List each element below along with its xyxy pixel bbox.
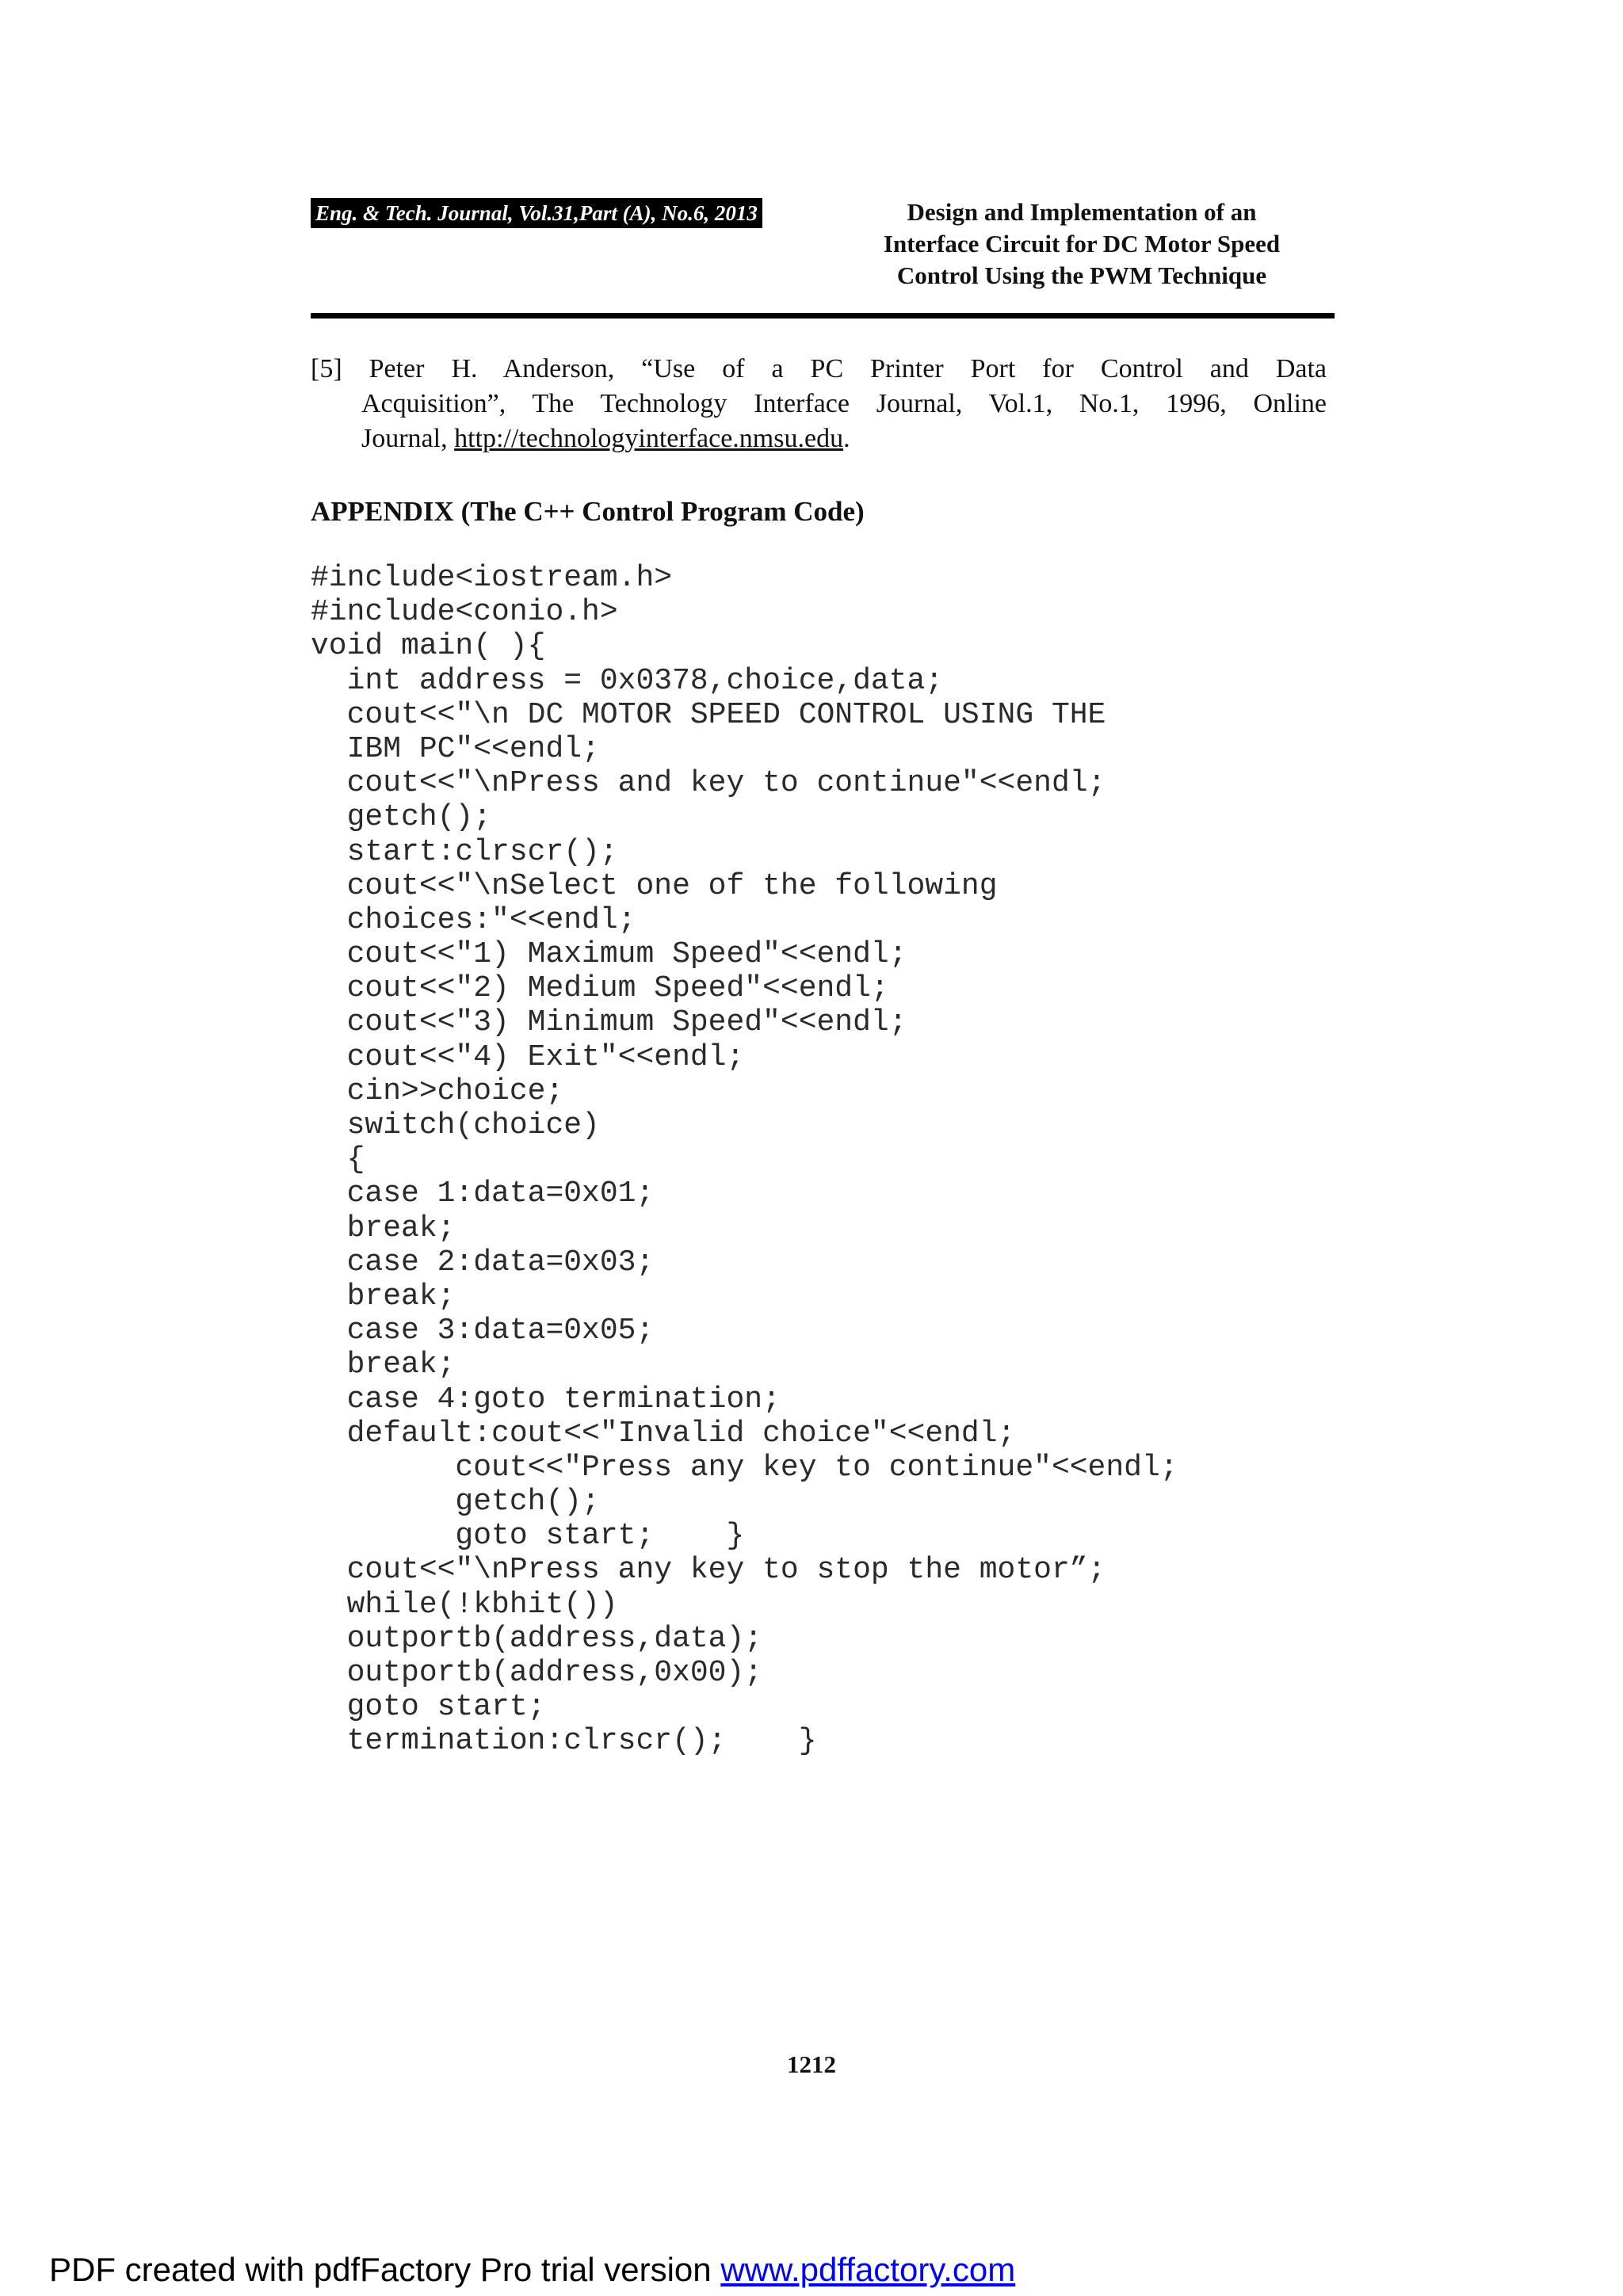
code-line: #include<conio.h>	[311, 595, 618, 630]
paper-title	[848, 196, 1316, 292]
code-line: cin>>choice;	[311, 1074, 564, 1108]
code-line: goto start; }	[311, 1519, 745, 1554]
code-line: cout<<"\n DC MOTOR SPEED CONTROL USING THE	[311, 697, 1106, 732]
appendix-heading: APPENDIX (The C++ Control Program Code)	[311, 496, 865, 527]
code-line: int address = 0x0378,choice,data;	[311, 663, 944, 698]
code-line: while(!kbhit())	[311, 1587, 618, 1622]
code-line: cout<<"Press any key to continue"<<endl;	[311, 1450, 1178, 1485]
reference-link[interactable]: http://technologyinterface.nmsu.edu	[454, 424, 844, 453]
code-line: case 3:data=0x05;	[311, 1314, 655, 1348]
code-line: goto start;	[311, 1690, 546, 1725]
page-number: 1212	[787, 2050, 836, 2078]
code-line: cout<<"4) Exit"<<endl;	[311, 1039, 745, 1074]
code-line: cout<<"3) Minimum Speed"<<endl;	[311, 1005, 907, 1040]
reference-text: .	[843, 424, 850, 453]
code-line: getch();	[311, 1485, 600, 1520]
paper-title-line: Control Using the PWM Technique	[896, 261, 1267, 289]
reference-line: [5] Peter H. Anderson, “Use of a PC Printer Port for Control and Data	[311, 354, 1327, 383]
code-line: break;	[311, 1348, 456, 1383]
code-line: #include<iostream.h>	[311, 561, 673, 595]
code-line: cout<<"\nPress and key to continue"<<endl;	[311, 766, 1106, 801]
code-line: outportb(address,0x00);	[311, 1656, 763, 1690]
pdf-footer	[49, 2250, 1015, 2290]
footer-link[interactable]: www.pdffactory.com	[720, 2251, 1016, 2288]
code-line: switch(choice)	[311, 1108, 600, 1142]
code-line: void main( ){	[311, 629, 546, 664]
code-line: break;	[311, 1279, 456, 1314]
journal-citation: Eng. & Tech. Journal, Vol.31,Part (A), No.6, 2013	[311, 198, 762, 228]
code-line: cout<<"\nPress any key to stop the motor”;	[311, 1553, 1106, 1588]
code-line: start:clrscr();	[311, 834, 618, 869]
code-line: case 2:data=0x03;	[311, 1245, 655, 1280]
code-line: getch();	[311, 800, 492, 835]
reference-line: Acquisition”, The Technology Interface Journal, Vol.1, No.1, 1996, Online	[361, 389, 1327, 418]
code-line: cout<<"1) Maximum Speed"<<endl;	[311, 937, 907, 972]
code-line: cout<<"\nSelect one of the following	[311, 868, 998, 903]
code-line: choices:"<<endl;	[311, 902, 636, 937]
header-rule	[311, 313, 1335, 318]
code-line: cout<<"2) Medium Speed"<<endl;	[311, 971, 889, 1006]
code-line: case 4:goto termination;	[311, 1382, 781, 1417]
code-line: outportb(address,data);	[311, 1621, 763, 1656]
code-line: termination:clrscr(); }	[311, 1724, 817, 1759]
code-line: IBM PC"<<endl;	[311, 731, 600, 766]
code-listing	[311, 561, 1178, 1759]
reference-line	[311, 421, 1327, 456]
reference-entry	[311, 352, 1327, 456]
code-line: default:cout<<"Invalid choice"<<endl;	[311, 1416, 1016, 1451]
paper-title-line: Design and Implementation of an	[907, 198, 1257, 226]
footer-text: PDF created with pdfFactory Pro trial version	[49, 2251, 721, 2288]
code-line: break;	[311, 1211, 456, 1245]
code-line: case 1:data=0x01;	[311, 1177, 655, 1211]
reference-text: Journal,	[361, 424, 455, 453]
paper-title-line: Interface Circuit for DC Motor Speed	[883, 230, 1281, 257]
code-line: {	[311, 1142, 365, 1177]
